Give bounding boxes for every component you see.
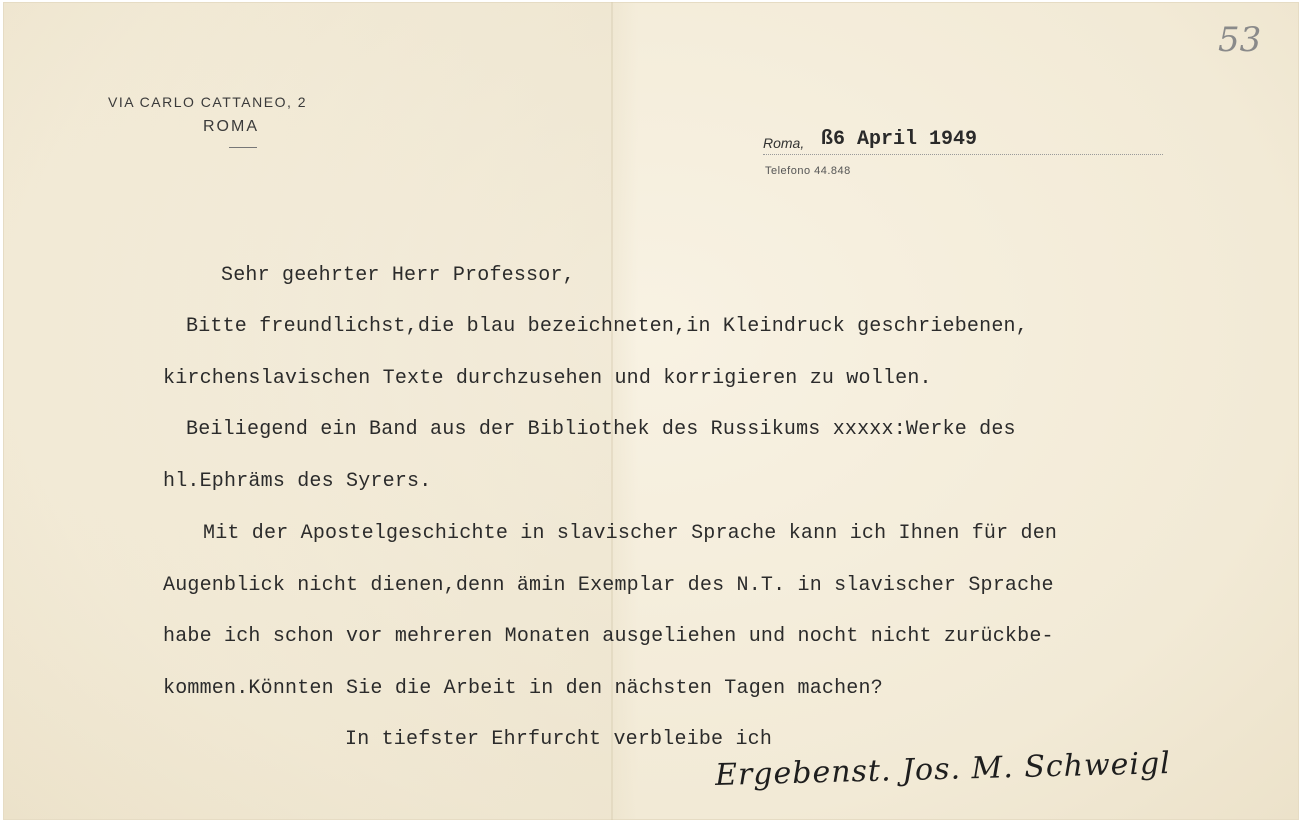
body-line-3: Beiliegend ein Band aus der Bibliothek des Russikums xxxxx:Werke des [186, 418, 1016, 441]
body-line-2: kirchenslavischen Texte durchzusehen und korrigieren zu wollen. [163, 367, 932, 390]
letterhead-street: VIA CARLO CATTANEO, 2 [108, 94, 308, 110]
letterhead-city: ROMA [203, 118, 259, 135]
body-line-1: Bitte freundlichst,die blau bezeichneten,in Kleindruck geschriebenen, [186, 315, 1028, 338]
telefono: Telefono 44.848 [765, 165, 851, 177]
handwritten-signature: Ergebenst. Jos. M. Schweigl [714, 746, 1172, 793]
body-line-7: habe ich schon vor mehreren Monaten ausgeliehen und nocht nicht zurückbe- [163, 625, 1054, 648]
letter-sheet [3, 2, 1299, 820]
body-line-4: hl.Ephräms des Syrers. [163, 470, 432, 493]
body-line-5: Mit der Apostelgeschichte in slavischer Sprache kann ich Ihnen für den [203, 522, 1058, 545]
letterhead-rule [229, 147, 257, 148]
salutation: Sehr geehrter Herr Professor, [221, 264, 575, 287]
page-number: 53 [1218, 20, 1262, 60]
date-prefix: Roma, [763, 135, 805, 151]
body-line-6: Augenblick nicht dienen,denn ämin Exemplar des N.T. in slavischer Sprache [163, 574, 1054, 597]
date-text: ß6 April 1949 [821, 128, 978, 151]
body-line-8: kommen.Könnten Sie die Arbeit in den nächsten Tagen machen? [163, 677, 883, 700]
date-line [763, 128, 1163, 155]
closing-line: In tiefster Ehrfurcht verbleibe ich [345, 728, 773, 751]
